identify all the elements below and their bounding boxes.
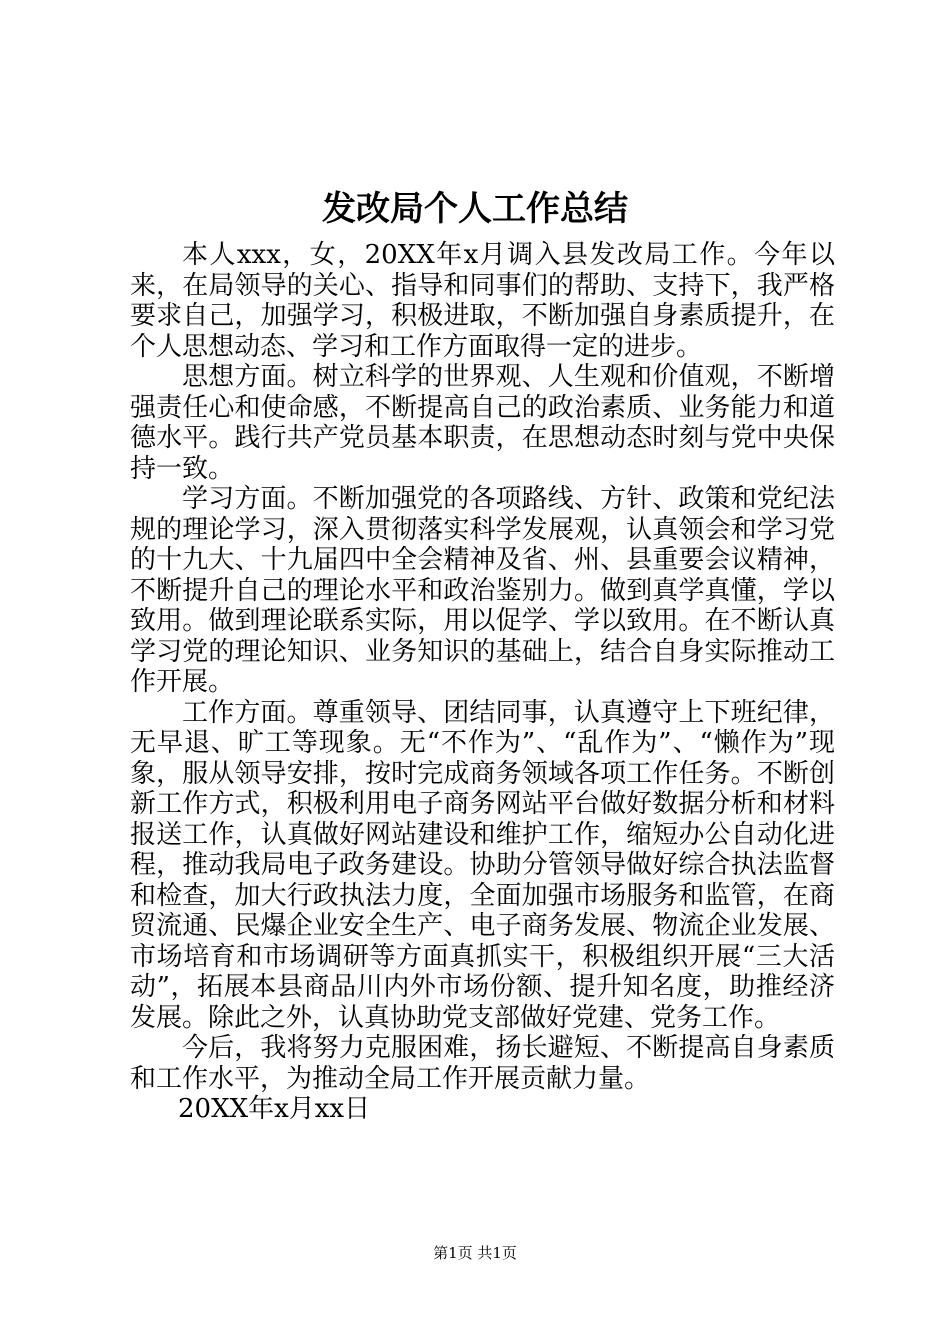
paragraph-intro: 本人xxx，女，20XX年x月调入县发改局工作。今年以来，在局领导的关心、指导和同事们的帮助、支持下，我严格要求自己，加强学习，积极进取，不断加强自身素质提升，在个人思想动态、学习和工作方面取得一定的进步。: [130, 240, 835, 362]
document-title: 发改局个人工作总结: [322, 189, 628, 229]
paragraph-work: 工作方面。尊重领导、团结同事，认真遵守上下班纪律，无早退、旷工等现象。无“不作为”、“乱作为”、“懒作为”现象，服从领导安排，按时完成商务领域各项工作任务。不断创新工作方式，积极利用电子商务网站平台做好数据分析和材料报送工作，认真做好网站建设和维护工作，缩短办公自动化进程，推动我局电子政务建设。协助分管领导做好综合执法监督和检查，加大行政执法力度，全面加强市场服务和监管，在商贸流通、民爆企业安全生产、电子商务发展、物流企业发展、市场培育和市场调研等方面真抓实干，积极组织开展“三大活动”，拓展本县商品川内外市场份额、提升知名度，助推经济发展。除此之外，认真协助党支部做好党建、党务工作。: [130, 697, 835, 1033]
document-body: [130, 240, 835, 1125]
page-footer: 第1页 共1页: [433, 1244, 517, 1262]
paragraph-study: 学习方面。不断加强党的各项路线、方针、政策和党纪法规的理论学习，深入贯彻落实科学发展观，认真领会和学习党的十九大、十九届四中全会精神及省、州、县重要会议精神，不断提升自己的理论水平和政治鉴别力。做到真学真懂，学以致用。做到理论联系实际，用以促学、学以致用。在不断认真学习党的理论知识、业务知识的基础上，结合自身实际推动工作开展。: [130, 484, 835, 697]
paragraph-future: 今后，我将努力克服困难，扬长避短、不断提高自身素质和工作水平，为推动全局工作开展贡献力量。: [130, 1033, 835, 1094]
paragraph-thought: 思想方面。树立科学的世界观、人生观和价值观，不断增强责任心和使命感，不断提高自己的政治素质、业务能力和道德水平。践行共产党员基本职责，在思想动态时刻与党中央保持一致。: [130, 362, 835, 484]
document-date: 20XX年x月xx日: [178, 1094, 371, 1124]
